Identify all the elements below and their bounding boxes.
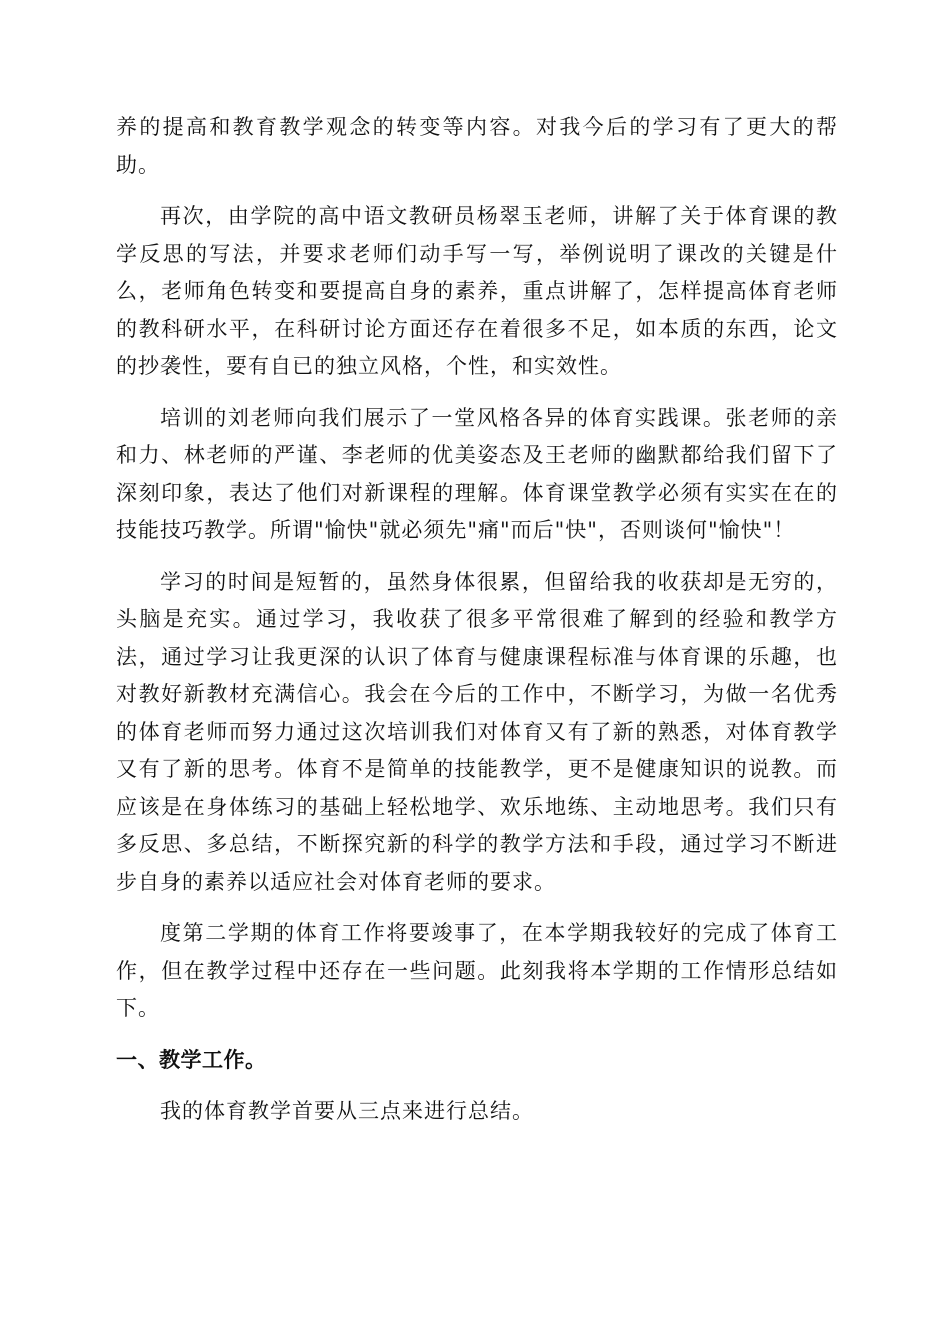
section-intro: 我的体育教学首要从三点来进行总结。	[160, 1099, 534, 1123]
paragraph-learning-gains: 学习的时间是短暂的，虽然身体很累，但留给我的收获却是无穷的，头脑是充实。通过学习，我收获了很多平常很难了解到的经验和教学方法，通过学习让我更深的认识了体育与健康课程标准与体育课的乐趣，也对教好新教材充满信心。我会在今后的工作中，不断学习，为做一名优秀的体育老师而努力通过这次培训我们对体育又有了新的熟悉，对体育教学又有了新的思考。体育不是简单的技能教学，更不是健康知识的说教。而应该是在身体练习的基础上轻松地学、欢乐地练、主动地思考。我们只有多反思、多总结，不断探究新的科学的教学方法和手段，通过学习不断进步自身的素养以适应社会对体育老师的要求。	[116, 569, 838, 894]
paragraph-teaching-reflection: 再次，由学院的高中语文教研员杨翠玉老师，讲解了关于体育课的教学反思的写法，并要求老师们动手写一写，举例说明了课改的关键是什么，老师角色转变和要提高自身的素养，重点讲解了，怎样提高体育老师的教科研水平，在科研讨论方面还存在着很多不足，如本质的东西，论文的抄袭性，要有自已的独立风格，个性，和实效性。	[116, 204, 838, 378]
paragraph-continuation: 养的提高和教育教学观念的转变等内容。对我今后的学习有了更大的帮助。	[116, 115, 838, 177]
paragraph-semester-summary: 度第二学期的体育工作将要竣事了，在本学期我较好的完成了体育工作，但在教学过程中还存在一些问题。此刻我将本学期的工作情形总结如下。	[116, 921, 838, 1020]
document-body	[116, 109, 838, 1131]
paragraph-practice-class: 培训的刘老师向我们展示了一堂风格各异的体育实践课。张老师的亲和力、林老师的严谨、李老师的优美姿态及王老师的幽默都给我们留下了深刻印象，表达了他们对新课程的理解。体育课堂教学必须有实实在在的技能技巧教学。所谓"愉快"就必须先"痛"而后"快"，否则谈何"愉快"！	[116, 405, 838, 542]
section-heading: 一、教学工作。	[116, 1047, 267, 1072]
